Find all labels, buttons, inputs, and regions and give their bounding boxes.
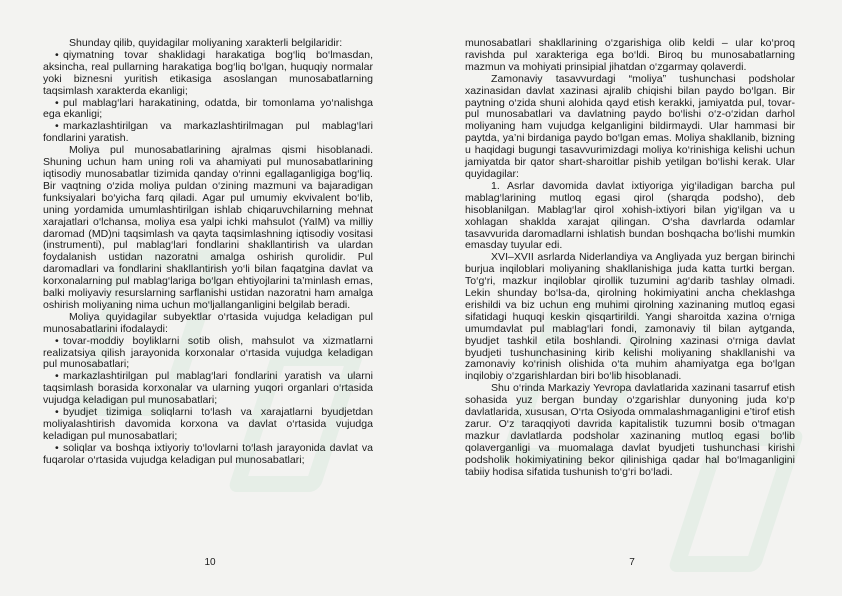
bullet-text: tovar-moddiy boyliklarni sotib olish, mahsulot va xizmatlarni realizatsiya qilish jarayonida korxonalar o‘rtasida vujudga keladigan pul munosabatlari;: [43, 334, 373, 371]
bullet-item: [43, 50, 373, 98]
paragraph: Moliya quyidagilar subyektlar o‘rtasida vujudga keladigan pul munosabatlarini ifodalaydi:: [43, 310, 373, 335]
bullet-item: [43, 98, 373, 122]
bullet-icon: •: [55, 120, 59, 133]
bullet-icon: •: [55, 48, 59, 61]
paragraph: munosabatlari shakllarining o‘zgarishiga olib keldi – ular ko‘proq ravishda pul xarakteriga ega bo‘ldi. Biroq bu munosabatlarning mazmun va mohiyati prinsipial jihatdan o‘zgarmay qolaverdi.: [465, 37, 795, 73]
left-page-number: 10: [204, 557, 216, 568]
bullet-item: [43, 371, 373, 407]
bullet-text: markazlashtirilgan va markazlashtirilmagan pul mablag‘lari fondlarini yaratish.: [43, 120, 373, 145]
bullet-icon: •: [55, 406, 59, 419]
right-page-number: 7: [629, 557, 635, 568]
bullet-icon: •: [55, 334, 59, 347]
paragraph: Zamonaviy tasavvurdagi “moliya” tushunchasi podsholar xazinasidan davlat xazinasi ajralib chiqishi bilan paydo bo‘lgan. Bir paytning o‘zida shuni alohida qayd etish kerakki, jamiyatda pul, tovar-pul munosabatlari va davlatning paydo bo‘lishi o‘z-o‘zidan darhol moliyaning ham vujudga kelganligini bildirmaydi. Ular hammasi bir paytda, ya’ni birdaniga paydo bo‘lgan emas. Moliya shakllanib, bizning u haqidagi bugungi tasavvurimizdagi moliya ko‘rinishiga kelishi uchun jamiyatda bir qator shart-sharoitlar pishib yetilgan bo‘lishi kerak. Ular quyidagilar:: [465, 72, 795, 180]
paragraph: XVI–XVII asrlarda Niderlandiya va Angliyada yuz bergan birinchi burjua inqiloblari moliyaning shakllanishiga juda katta turtki bergan. To‘g‘ri, mazkur inqiloblar qirollik tuzumini ag‘darib tashlay olmadi. Lekin shunday bo‘lsa-da, qirolning hokimiyatini ancha cheklashga erishildi va biz uchun eng muhimi qirolning xazinaning mutloq egasi sifatidagi huquqi keskin qisqartirildi. Yangi sharoitda xazina o‘rniga umumdavlat pul mablag‘lari fondi, zamonaviy til bilan aytganda, byudjet tashkil etila boshlandi. Qirolning xazinasi o‘rniga davlat byudjeti tushunchasining kirib kelishi moliyaning shakllanishi va zamonaviy ko‘rinish olishida o‘ta muhim ahamiyatga ega bo‘lgan inqilobiy o‘zgarishlardan biri bo‘lib hisoblanadi.: [465, 251, 795, 383]
paragraph: Shu o‘rinda Markaziy Yevropa davlatlarida xazinani tasarruf etish sohasida yuz bergan bunday o‘zgarishlar dunyoning juda ko‘p davlatlarida, xususan, O‘rta Osiyoda ommalashmaganligini e’tirof etish zarur. O‘z taraqqiyoti davrida kapitalistik tuzumni bosib o‘tmagan mazkur davlatlarda podsholar xazinaning mutloq egasi bo‘lib qolaverganligi va muomalaga davlat byudjeti tushunchasi kirishi podsholik hokimiyatining bekor qilinishiga qadar hal bo‘lmaganligini tabiiy hodisa sifatida tushunish to‘g‘ri bo‘ladi.: [465, 382, 795, 478]
right-page: [465, 38, 795, 479]
bullet-text: soliqlar va boshqa ixtiyoriy to‘lovlarni to‘lash jarayonida davlat va fuqarolar o‘rtasida vujudga keladigan pul munosabatlari;: [43, 441, 373, 466]
left-page: [43, 38, 373, 467]
bullet-item: [43, 121, 373, 145]
bullet-text: byudjet tizimiga soliqlarni to‘lash va xarajatlarni byudjetdan moliyalashtirish davomida korxona va davlat o‘rtasida vujudga keladigan pul munosabatlari;: [43, 406, 373, 442]
paragraph: Shunday qilib, quyidagilar moliyaning xarakterli belgilaridir:: [69, 37, 343, 49]
bullet-icon: •: [55, 441, 59, 454]
bullet-item: [43, 407, 373, 443]
bullet-icon: •: [55, 96, 59, 109]
bullet-item: [43, 443, 373, 467]
paragraph: Moliya pul munosabatlarining ajralmas qismi hisoblanadi. Shuning uchun ham uning roli va ahamiyati pul munosabatlarining iqtisodiy munosabatlar tizimida qanday o‘rinni egallaganligiga bog‘liq. Bir vaqtning o‘zida moliya puldan o‘zining mazmuni va bajaradigan funksiyalari bo‘yicha farq qiladi. Agar pul umumiy ekvivalent bo‘lib, uning yordamida umumlashtirilgan ishlab chiqaruvchilarning mehnat xarajatlari o‘lchansa, moliya esa yalpi ichki mahsulot (YaIM) va milliy daromad (MD)ni taqsimlash va qayta taqsimlashning iqtisodiy vositasi (instrumenti), pul mablag‘lari fondlarini shakllantirish va ulardan foydalanish ustidan nazoratni amalga oshirish qurolidir. Pul daromadlari va fondlarini shakllantirish yo‘li bilan faqatgina davlat va korxonalarning pul mablag‘lariga bo‘lgan ehtiyojlarini ta’minlash emas, balki moliyaviy resurslarning sarflanishi ustidan nazoratni ham amalga oshirish moliyaning nima uchun mo‘ljallanganligini belgilab beradi.: [43, 144, 373, 311]
bullet-text: pul mablag‘lari harakatining, odatda, bir tomonlama yo‘nalishga ega ekanligi;: [43, 96, 373, 121]
bullet-text: qiymatning tovar shaklidagi harakatiga bog‘liq bo‘lmasdan, aksincha, real pullarning harakatiga bog‘liq bo‘lgan, huquqiy normalar yoki biznesni yuritish etikasiga asoslangan munosabatlarning taqsimlash xarakterda ekanligi;: [43, 48, 373, 97]
bullet-icon: •: [55, 370, 59, 383]
bullet-text: markazlashtirilgan pul mablag‘lari fondlarini yaratish va ularni taqsimlash borasida korxonalar va ularning yuqori organlari o‘rtasida vujudga keladigan pul munosabatlari;: [43, 370, 373, 407]
bullet-item: [43, 336, 373, 372]
paragraph: 1. Asrlar davomida davlat ixtiyoriga yig‘iladigan barcha pul mablag‘larining mutloq egasi qirol (sharqda podsho), deb hisoblanilgan. Mablag‘lar qirol xohish-ixtiyori bilan yig‘ilgan va u xohlagan shaklda xarajat qilingan. O‘sha davrlarda odamlar tasavvurida daromadlarni ishlatish bundan boshqacha bo‘lishi mumkin emasday tuyular edi.: [465, 179, 795, 252]
